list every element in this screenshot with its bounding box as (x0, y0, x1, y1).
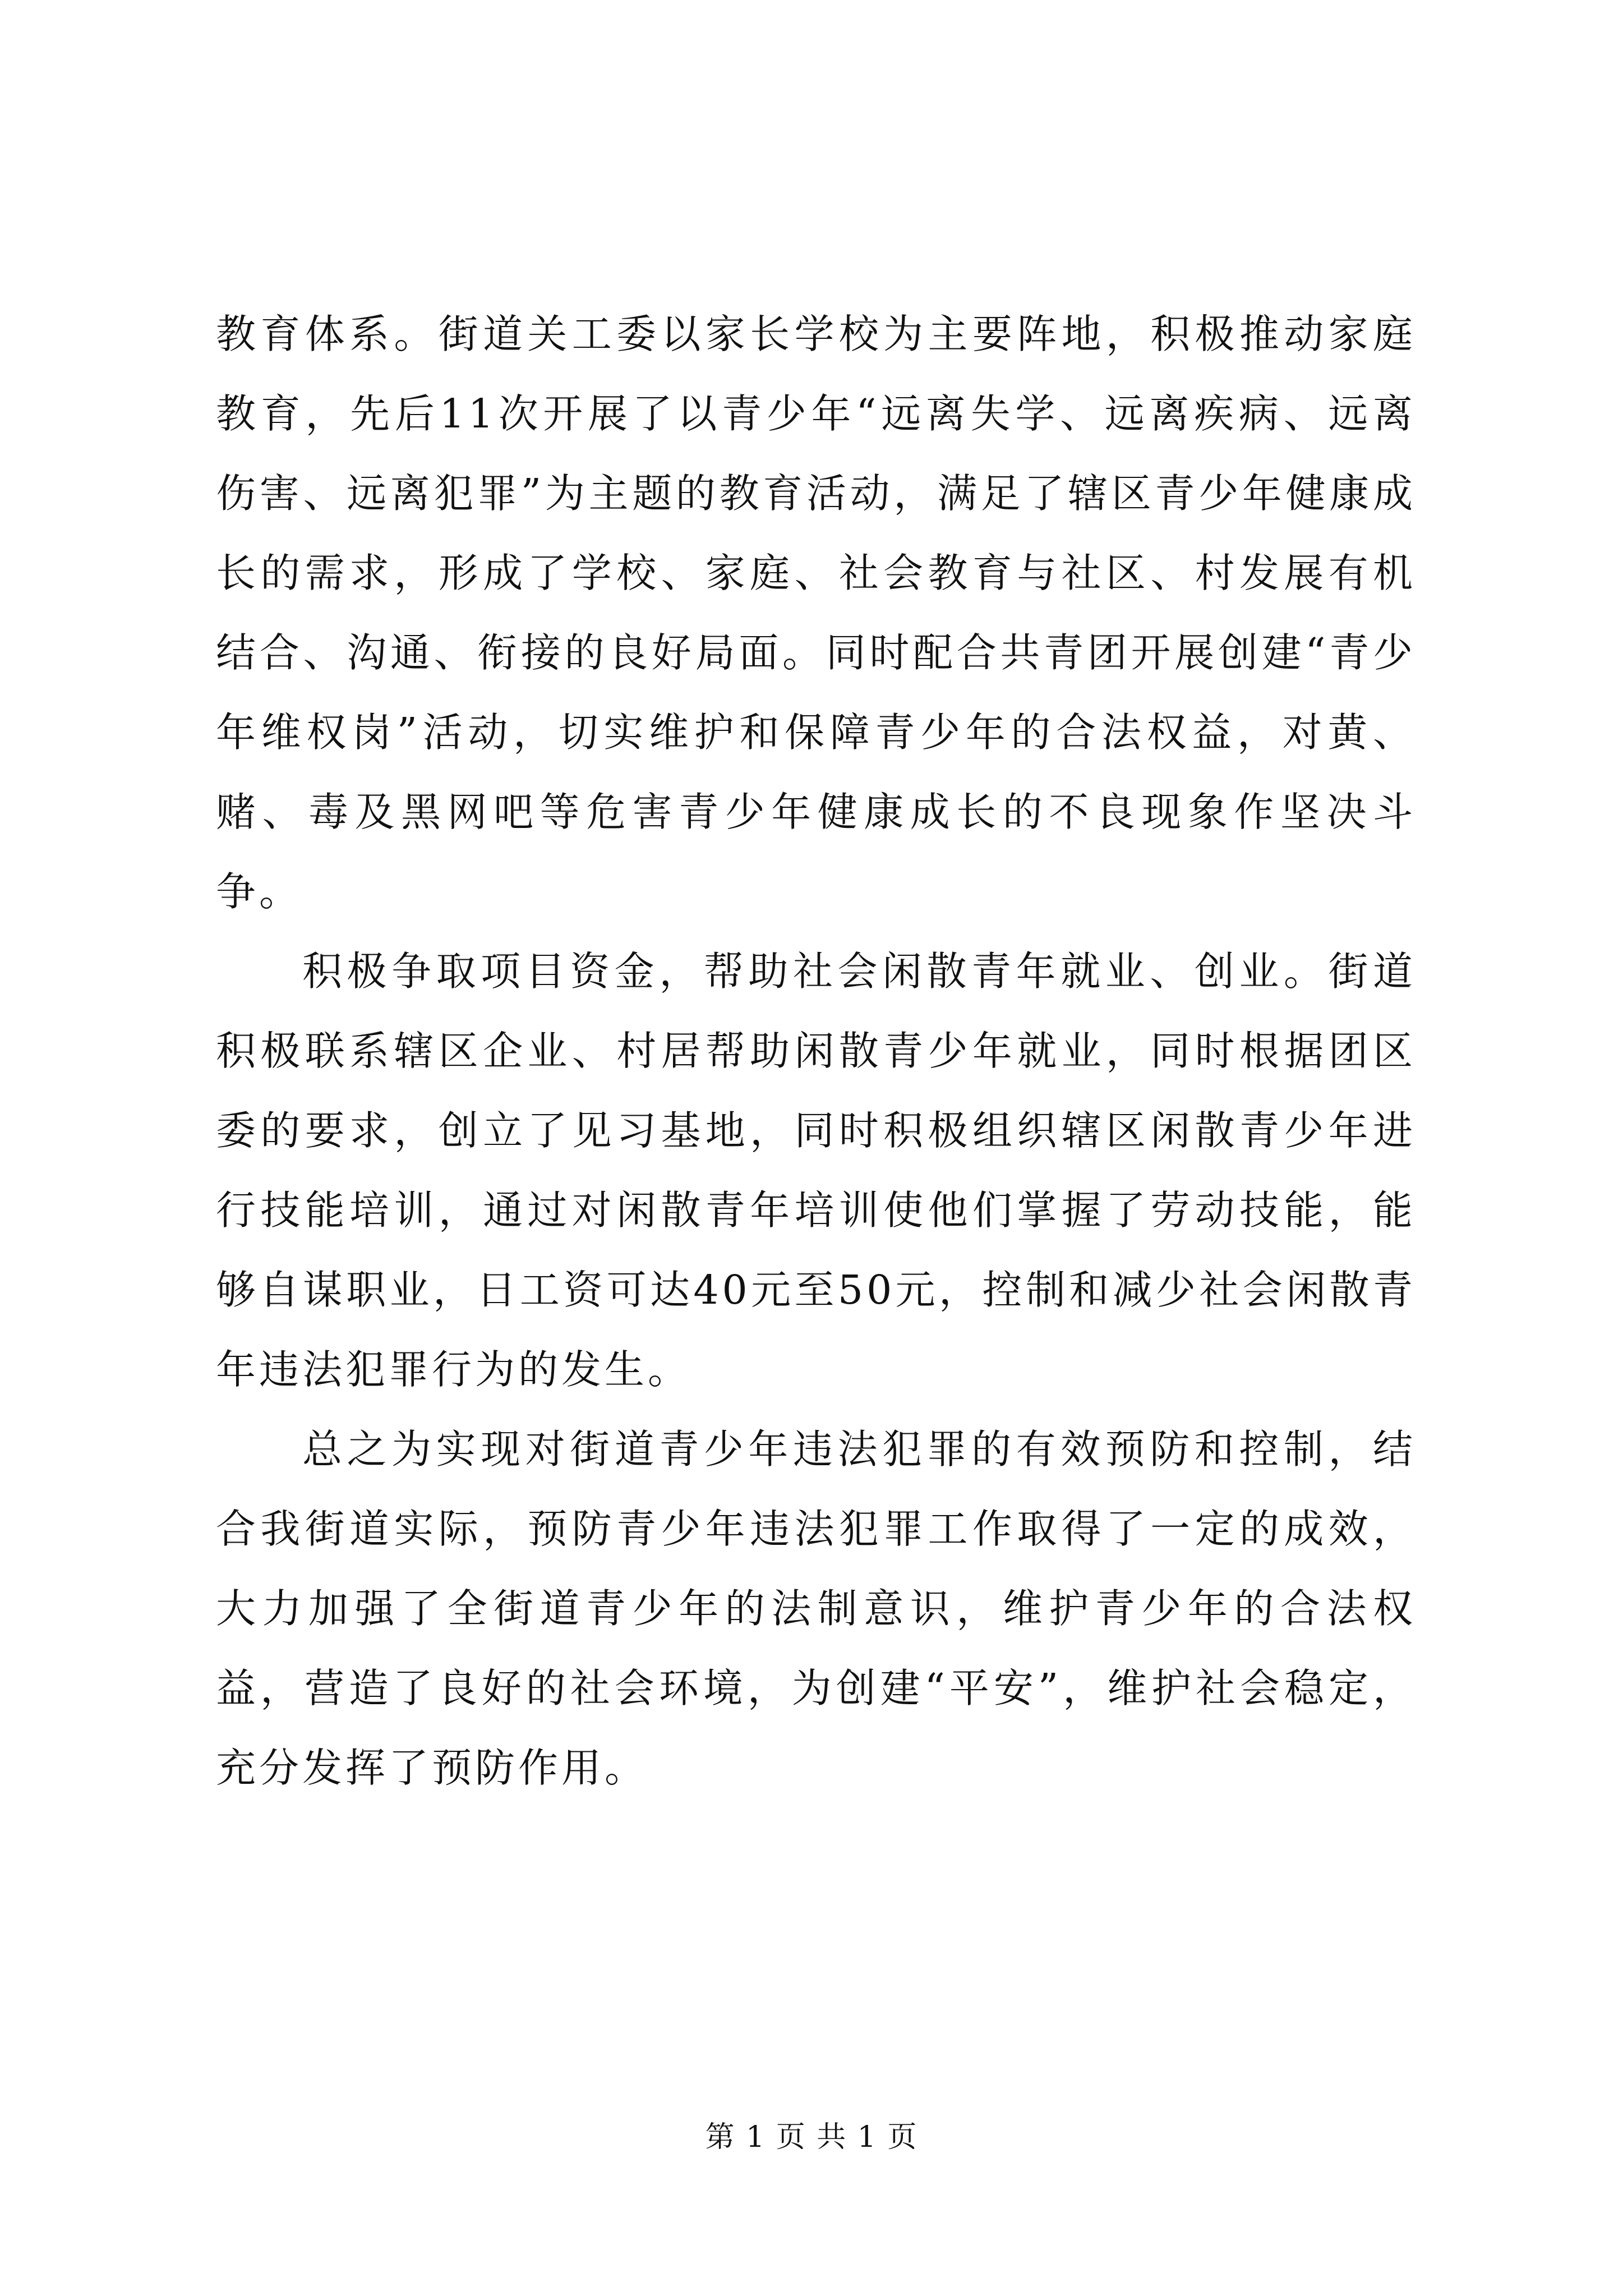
paragraph-2: 积极争取项目资金，帮助社会闲散青年就业、创业。街道积极联系辖区企业、村居帮助闲散青少年就业，同时根据团区委的要求，创立了见习基地，同时积极组织辖区闲散青少年进行技能培训，通过对闲散青年培训使他们掌握了劳动技能，能够自谋职业，日工资可达40元至50元，控制和减少社会闲散青年违法犯罪行为的发生。 (216, 948, 1416, 1393)
paragraph-1: 教育体系。街道关工委以家长学校为主要阵地，积极推动家庭教育，先后11次开展了以青少年“远离失学、远离疾病、远离伤害、远离犯罪”为主题的教育活动，满足了辖区青少年健康成长的需求，形成了学校、家庭、社会教育与社区、村发展有机结合、沟通、衔接的良好局面。同时配合共青团开展创建“青少年维权岗”活动，切实维护和保障青少年的合法权益，对黄、赌、毒及黑网吧等危害青少年健康成长的不良现象作坚决斗争。 (216, 311, 1416, 915)
document-body (216, 295, 1416, 1808)
page-footer: 第 1 页 共 1 页 (705, 2120, 918, 2154)
paragraph-3: 总之为实现对街道青少年违法犯罪的有效预防和控制，结合我街道实际，预防青少年违法犯罪工作取得了一定的成效，大力加强了全街道青少年的法制意识，维护青少年的合法权益，营造了良好的社会环境，为创建“平安”，维护社会稳定，充分发挥了预防作用。 (216, 1426, 1416, 1791)
